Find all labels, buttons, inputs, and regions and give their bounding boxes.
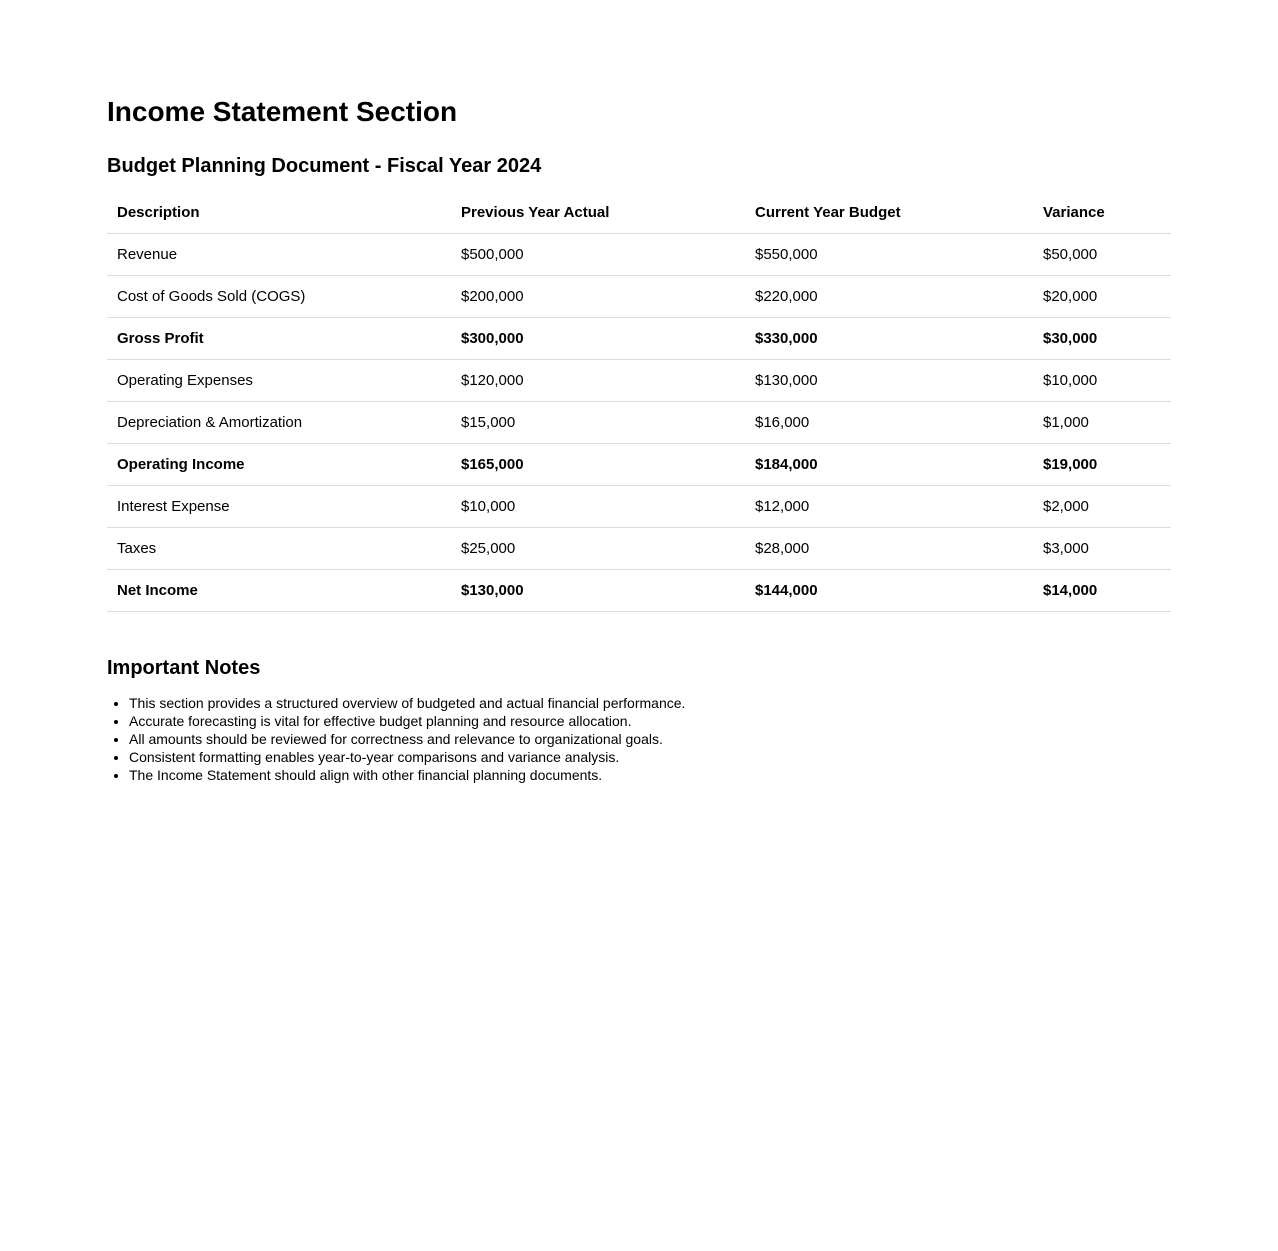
table-row [107,318,1171,360]
row-current-year-budget: $130,000 [745,360,1033,402]
row-description: Operating Income [107,444,451,486]
row-current-year-budget: $16,000 [745,402,1033,444]
row-current-year-budget: $184,000 [745,444,1033,486]
row-variance: $14,000 [1033,570,1171,612]
row-variance: $2,000 [1033,486,1171,528]
column-header-description: Description [107,192,451,234]
row-description: Cost of Goods Sold (COGS) [107,276,451,318]
row-description: Operating Expenses [107,360,451,402]
row-variance: $3,000 [1033,528,1171,570]
row-variance: $10,000 [1033,360,1171,402]
table-row [107,570,1171,612]
row-previous-year-actual: $25,000 [451,528,745,570]
row-description: Taxes [107,528,451,570]
column-header-previous-year-actual: Previous Year Actual [451,192,745,234]
row-previous-year-actual: $120,000 [451,360,745,402]
table-header-row [107,192,1171,234]
row-previous-year-actual: $10,000 [451,486,745,528]
note-item: • Accurate forecasting is vital for effective budget planning and resource allocation. [129,712,1171,730]
page-subtitle: Budget Planning Document - Fiscal Year 2024 [107,155,542,178]
row-variance: $30,000 [1033,318,1171,360]
row-previous-year-actual: $300,000 [451,318,745,360]
page-title: Income Statement Section [107,96,458,127]
column-header-variance: Variance [1033,192,1171,234]
note-item: • This section provides a structured overview of budgeted and actual financial performance. [129,694,1171,712]
row-current-year-budget: $220,000 [745,276,1033,318]
note-item: • The Income Statement should align with other financial planning documents. [129,766,1171,784]
row-variance: $20,000 [1033,276,1171,318]
table-row [107,402,1171,444]
table-row [107,444,1171,486]
notes-heading: Important Notes [107,657,261,680]
row-previous-year-actual: $500,000 [451,234,745,276]
row-current-year-budget: $12,000 [745,486,1033,528]
column-header-current-year-budget: Current Year Budget [745,192,1033,234]
notes-list [107,694,1171,784]
note-item: • Consistent formatting enables year-to-year comparisons and variance analysis. [129,748,1171,766]
row-description: Gross Profit [107,318,451,360]
table-row [107,486,1171,528]
row-variance: $50,000 [1033,234,1171,276]
row-variance: $1,000 [1033,402,1171,444]
row-current-year-budget: $330,000 [745,318,1033,360]
table-row [107,276,1171,318]
row-variance: $19,000 [1033,444,1171,486]
row-description: Interest Expense [107,486,451,528]
row-previous-year-actual: $165,000 [451,444,745,486]
row-previous-year-actual: $200,000 [451,276,745,318]
row-current-year-budget: $28,000 [745,528,1033,570]
row-description: Net Income [107,570,451,612]
row-description: Revenue [107,234,451,276]
income-table-body [107,234,1171,612]
row-current-year-budget: $144,000 [745,570,1033,612]
income-statement-table [107,192,1171,612]
row-previous-year-actual: $15,000 [451,402,745,444]
table-row [107,528,1171,570]
table-row [107,234,1171,276]
row-description: Depreciation & Amortization [107,402,451,444]
note-item: • All amounts should be reviewed for correctness and relevance to organizational goals. [129,730,1171,748]
table-row [107,360,1171,402]
row-previous-year-actual: $130,000 [451,570,745,612]
row-current-year-budget: $550,000 [745,234,1033,276]
